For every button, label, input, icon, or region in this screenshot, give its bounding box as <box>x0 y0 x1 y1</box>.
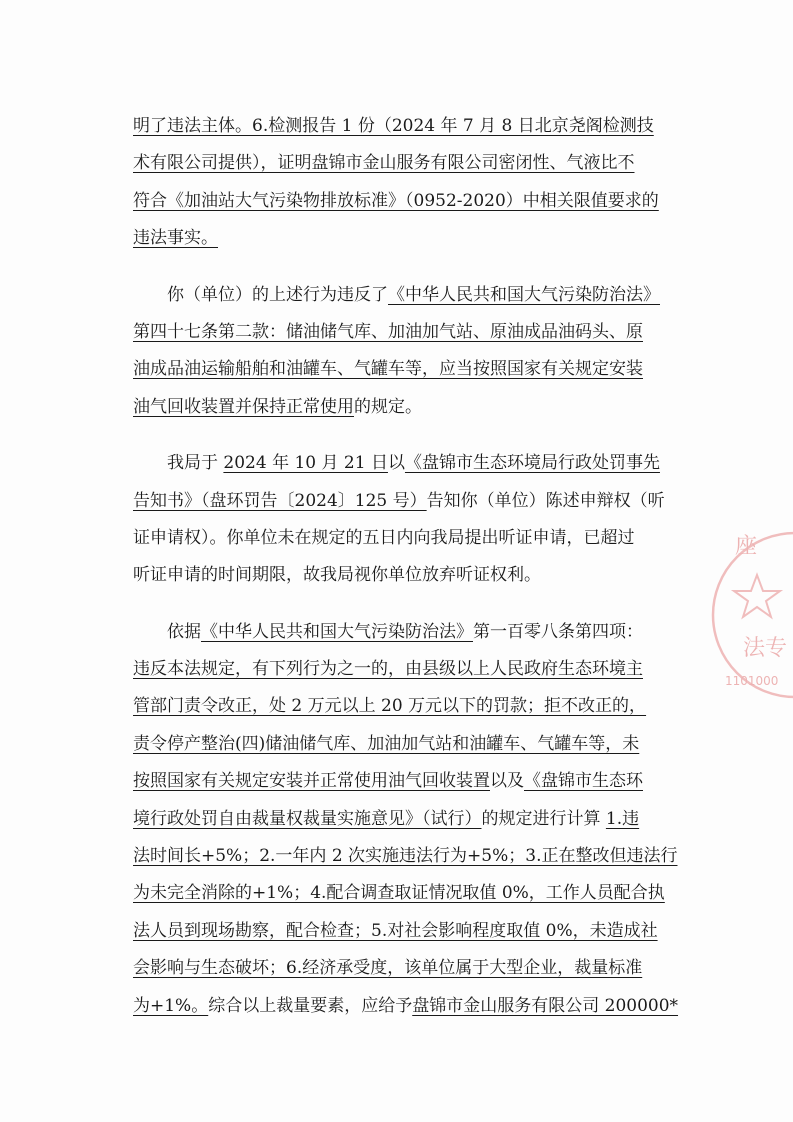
seal-middle-text: 法专 <box>743 636 788 661</box>
text-line <box>133 108 693 145</box>
underlined-text: 2024 年 10 月 21 日 <box>223 453 388 474</box>
paragraph-p3 <box>133 445 693 595</box>
text-span: 的规定。 <box>354 396 422 417</box>
underlined-text: 术有限公司提供），证明盘锦市金山服务有限公司密闭性、气液比不 <box>133 153 635 174</box>
text-line <box>133 351 693 388</box>
text-span: 我局于 <box>167 453 224 474</box>
underlined-text: 告知书》（盘环罚告〔2024〕125 号） <box>133 490 427 511</box>
text-span: 以及 <box>490 771 524 792</box>
text-line <box>133 913 693 950</box>
underlined-text: 《中华人民共和国大气污染防治法》 <box>388 284 660 305</box>
seal-star-icon <box>734 575 780 617</box>
text-line <box>133 520 693 557</box>
text-line <box>133 726 693 763</box>
text-span: 证申请权）。你单位未在规定的五日内向我局提出听证申请，已超过 <box>133 527 635 548</box>
text-line <box>133 950 693 987</box>
text-span: 你（单位）的上述行为违反了 <box>167 284 388 305</box>
text-line <box>133 389 693 426</box>
underlined-text: 符合《加油站大气污染物排放标准》（0952-2020）中相关限值要求的 <box>133 190 659 211</box>
underlined-text: 境行政处罚自由裁量权裁量实施意见》（试行） <box>133 808 482 829</box>
underlined-text: 明了违法主体。6.检测报告 1 份（2024 年 7 月 8 日北京尧阁检测技 <box>133 116 654 136</box>
underlined-text: 《盘锦市生态环境局行政处罚事先 <box>404 453 660 474</box>
underlined-text: 法时间长+5%；2.一年内 2 次实施违法行为+5%；3.正在整改但违法行 <box>133 846 678 867</box>
underlined-text: 油成品油运输船舶和油罐车、气罐车等，应当按照国家有关规定安装 <box>133 359 643 380</box>
paragraph-p1 <box>133 108 693 258</box>
underlined-text: 责令停产整治(四)储油储气库、加油加气站和油罐车、气罐车等，未 <box>133 733 640 754</box>
text-line <box>133 801 693 838</box>
underlined-text: 会影响与生态破坏；6.经济承受度，该单位属于大型企业，裁量标准 <box>133 958 643 979</box>
underlined-text: 管部门责令改正，处 2 万元以上 20 万元以下的罚款；拒不改正的， <box>133 696 647 717</box>
underlined-text: 第四十七条第二款：储油储气库、加油加气站、原油成品油码头、原 <box>133 321 643 342</box>
underlined-text: 《盘锦市生态环 <box>524 771 643 792</box>
seal-bottom-text: 1101000 <box>725 674 779 688</box>
text-line <box>133 557 693 594</box>
text-line <box>133 314 693 351</box>
text-span: 的规定进行计算 <box>481 808 606 829</box>
text-line <box>133 483 693 520</box>
underlined-text: 盘锦市金山服务有限公司 200000* <box>412 995 679 1016</box>
text-line <box>133 988 693 1025</box>
seal-top-text: 座 <box>735 534 758 559</box>
underlined-text: 为+1%。 <box>133 995 209 1016</box>
underlined-text: 1.违 <box>605 808 640 829</box>
underlined-text: 违法事实。 <box>133 228 218 249</box>
text-line <box>133 763 693 800</box>
underlined-text: 违反本法规定，有下列行为之一的，由县级以上人民政府生态环境主 <box>133 659 643 680</box>
underlined-text: 油气回收装置并保持正常使用 <box>133 396 354 417</box>
text-span: 听证申请的时间期限，故我局视你单位放弃听证权利。 <box>133 565 541 586</box>
underlined-text: 为未完全消除的+1%；4.配合调查取证情况取值 0%，工作人员配合执 <box>133 883 665 904</box>
paragraph-p2 <box>133 277 693 427</box>
paragraph-p4 <box>133 614 693 1025</box>
text-span: 告知你（单位）陈述申辩权（听 <box>426 490 665 511</box>
text-span: 综合以上裁量要素，应给予 <box>208 995 413 1016</box>
text-line <box>133 651 693 688</box>
official-seal-stamp <box>705 525 793 705</box>
text-line <box>133 688 693 725</box>
underlined-text: 《中华人民共和国大气污染防治法》 <box>201 621 473 642</box>
text-line <box>133 614 693 651</box>
text-span: 第一百零八条第四项： <box>473 621 643 642</box>
text-line <box>133 183 693 220</box>
text-line <box>133 277 693 314</box>
text-line <box>133 220 693 257</box>
text-line <box>133 875 693 912</box>
text-line <box>133 445 693 482</box>
underlined-text: 法人员到现场勘察，配合检查；5.对社会影响程度取值 0%，未造成社 <box>133 920 658 941</box>
text-span: 以 <box>387 453 405 474</box>
text-line <box>133 838 693 875</box>
underlined-text: 按照国家有关规定安装并正常使用油气回收装置 <box>133 771 490 792</box>
text-span: 依据 <box>167 621 201 642</box>
document-body <box>133 108 693 1025</box>
text-line <box>133 145 693 182</box>
